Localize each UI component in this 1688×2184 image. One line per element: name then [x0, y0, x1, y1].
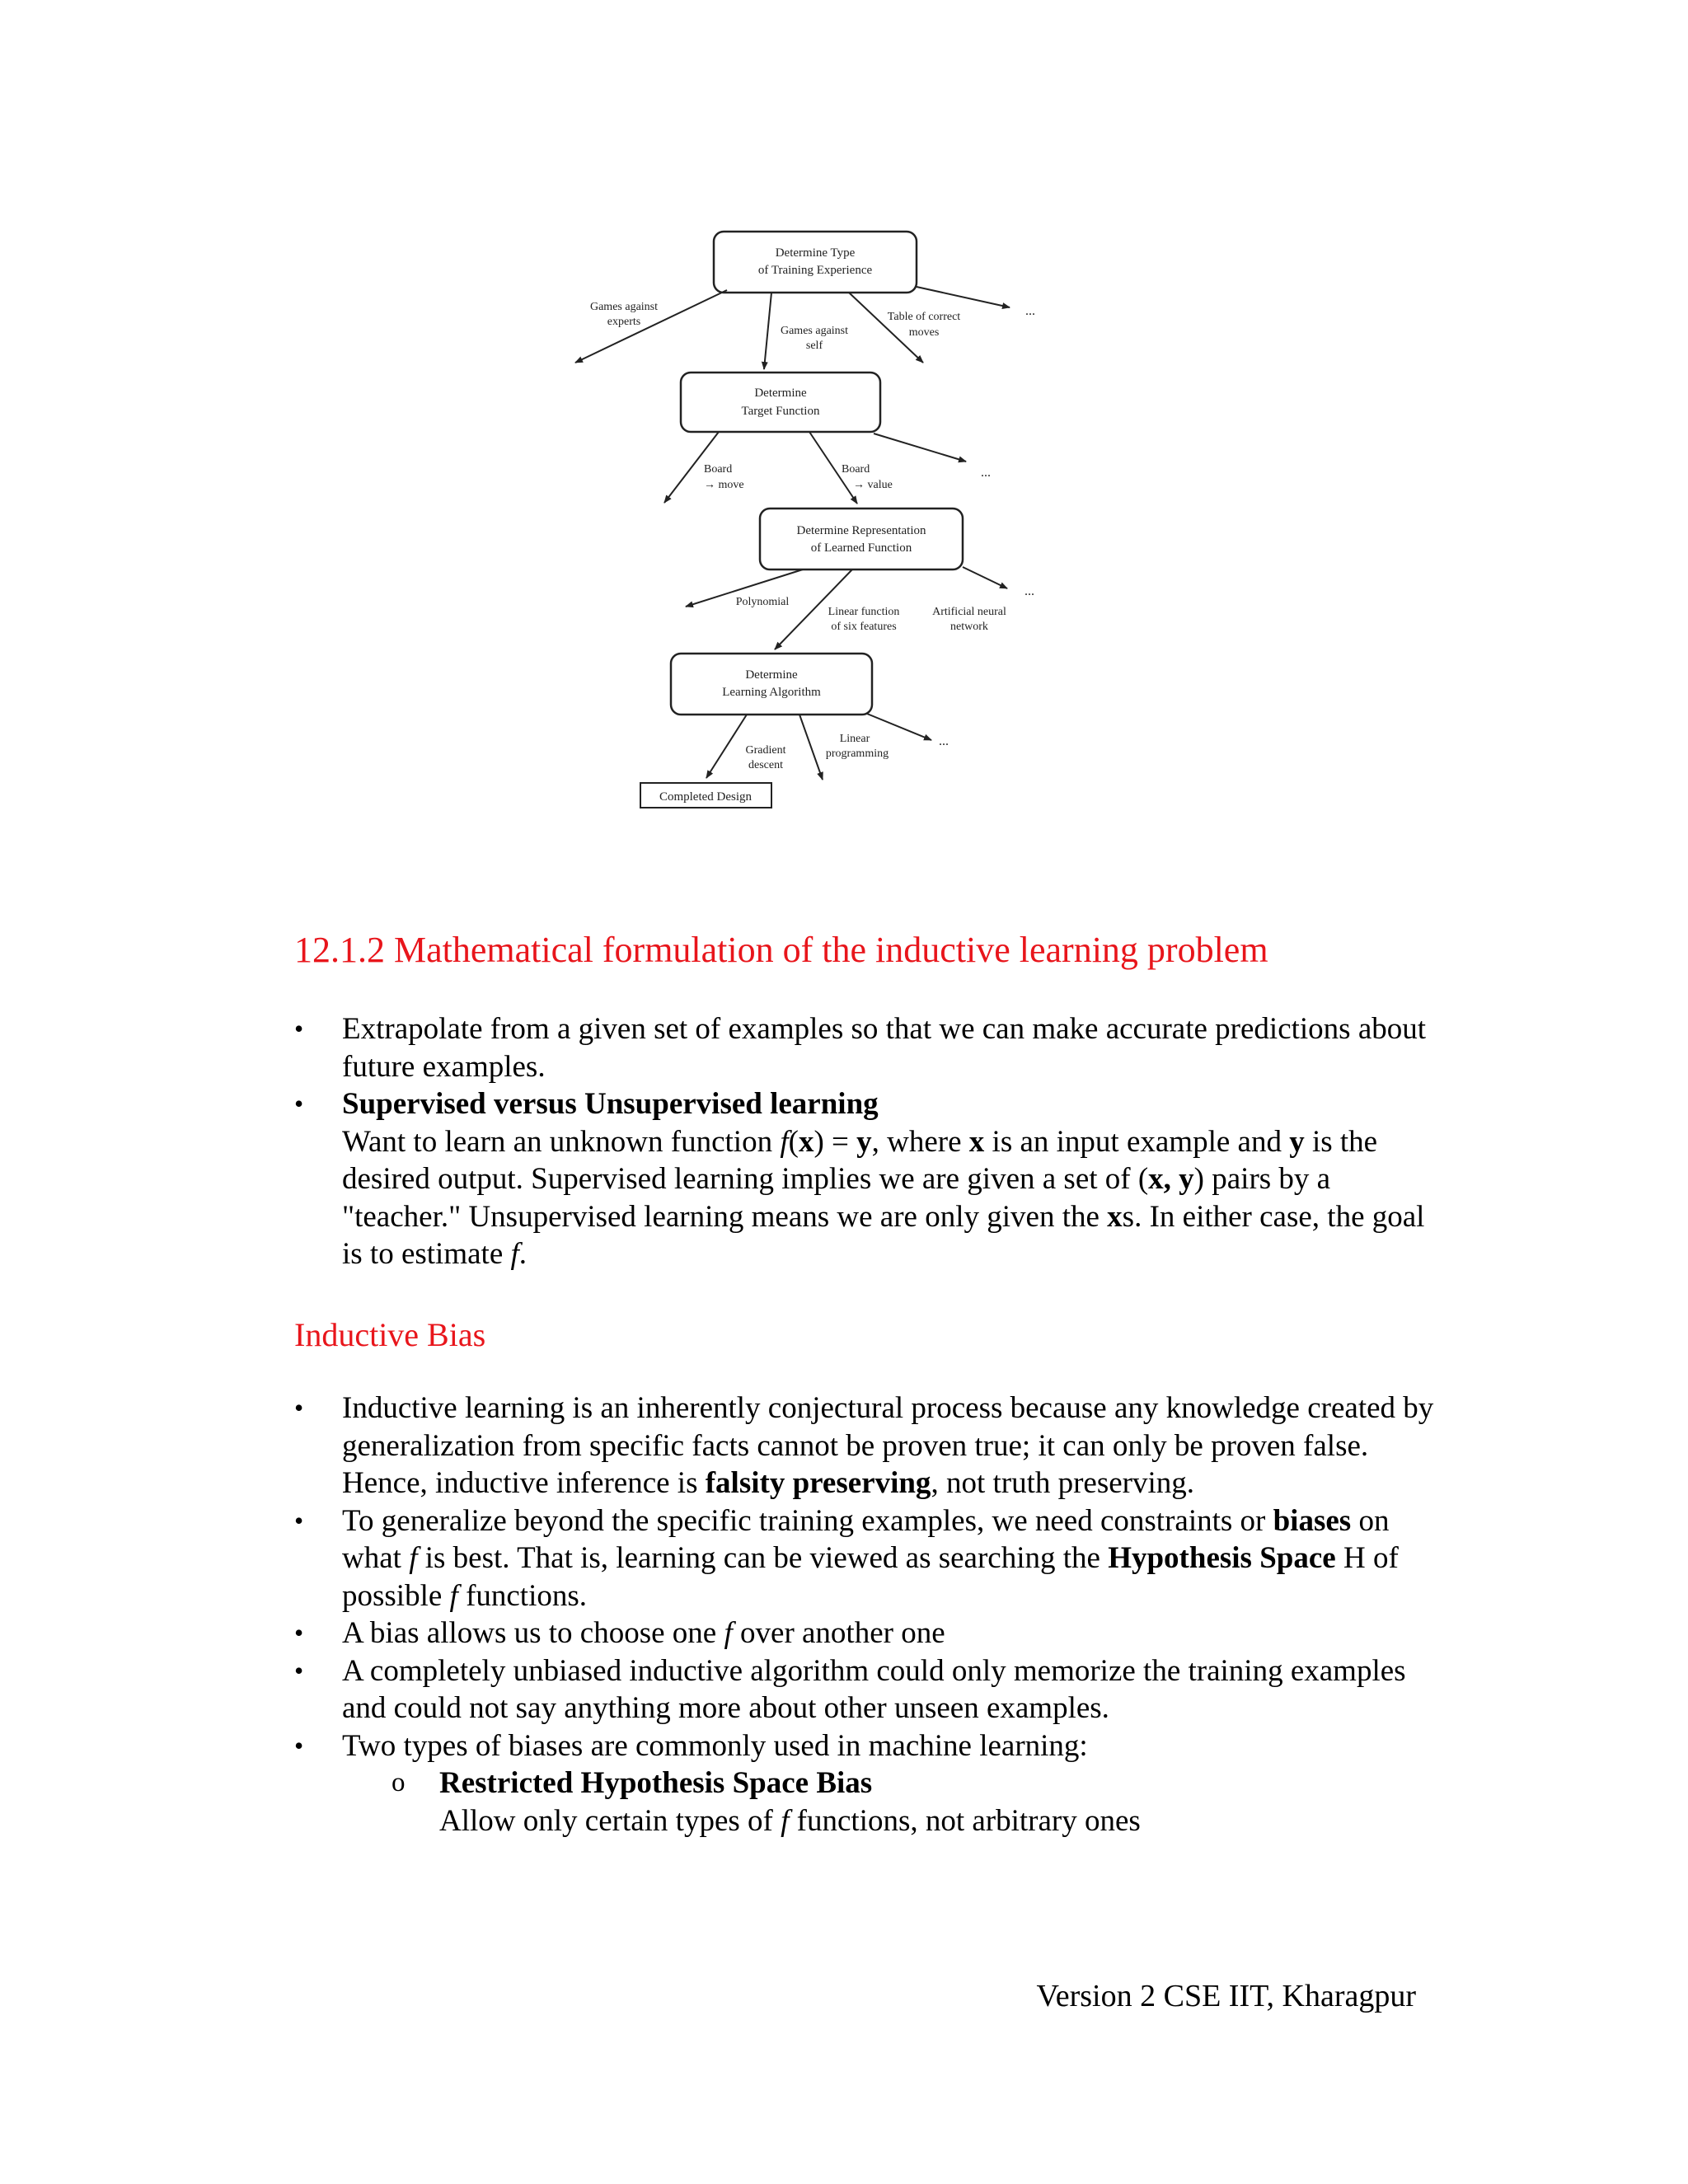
edge-ellipsis-4	[867, 714, 931, 740]
label-gradient-1: Gradient	[745, 744, 786, 757]
label-ellipsis-2: ...	[981, 466, 991, 480]
node-training-experience-line1: Determine Type	[775, 246, 856, 260]
inductive-bias-heading: Inductive Bias	[294, 1316, 486, 1353]
label-ann-2: network	[950, 621, 988, 633]
label-ellipsis-4: ...	[939, 734, 949, 748]
node-target-function	[681, 373, 880, 432]
edge-ellipsis-3	[963, 567, 1007, 588]
node-representation-line2: of Learned Function	[810, 541, 912, 555]
edge-gradient	[706, 715, 747, 778]
subbullet-restricted	[342, 1765, 1448, 1840]
bullet-extrapolate-text: Extrapolate from a given set of examples so that we can make accurate predictions about future examples.	[342, 1012, 1427, 1084]
label-gradient-2: descent	[748, 759, 783, 771]
label-ellipsis-3: ...	[1025, 584, 1034, 598]
node-target-function-line1: Determine	[754, 387, 807, 400]
edge-ellipsis-1	[917, 287, 1010, 307]
node-learning-algorithm-line1: Determine	[745, 668, 798, 682]
label-games-self-1: Games against	[780, 325, 849, 337]
edge-linear-prog	[799, 715, 823, 780]
label-table-moves-1: Table of correct	[887, 311, 961, 323]
label-games-experts-2: experts	[607, 316, 641, 328]
label-board-move-2: → move	[704, 479, 744, 491]
section-heading: 12.1.2 Mathematical formulation of the inductive learning problem	[294, 930, 1268, 970]
bullet-conjectural: • Inductive learning is an inherently conjectural process because any knowledge created by generalization from specific facts cannot be proven true; it can only be proven false. Hence, inductive inference is falsity preserving, not truth preserving.	[294, 1390, 1448, 1502]
subbullet-restricted-text: Allow only certain types of f functions, not arbitrary ones	[439, 1803, 1141, 1838]
bullet-unbiased: • A completely unbiased inductive algorithm could only memorize the training examples and could not say anything more about other unseen examples.	[294, 1652, 1448, 1727]
bullet-two-types: • Two types of biases are commonly used in machine learning: o Restricted Hypothesis Space Bias Allow only certain types of f functions, not arbitrary ones	[294, 1727, 1448, 1840]
design-flow-diagram	[0, 0, 1688, 865]
bullet-supervised	[294, 1085, 1448, 1273]
node-training-experience	[714, 232, 917, 293]
bias-bullet-list	[294, 1390, 1448, 1840]
label-games-self-2: self	[805, 340, 823, 352]
bullet-extrapolate	[294, 1010, 1448, 1085]
label-board-move-1: Board	[704, 463, 733, 476]
node-target-function-line2: Target Function	[741, 405, 820, 418]
label-board-value-2: → value	[853, 479, 893, 491]
bullet-generalize: • To generalize beyond the specific training examples, we need constraints or biases on what f is best. That is, learning can be viewed as searching the Hypothesis Space H of possible f functions.	[294, 1502, 1448, 1615]
formulation-bullet-list	[294, 1010, 1448, 1273]
label-polynomial: Polynomial	[735, 596, 790, 608]
node-training-experience-line2: of Training Experience	[757, 264, 873, 277]
label-linear-six-2: of six features	[831, 621, 897, 633]
label-linear-six-1: Linear function	[828, 606, 900, 618]
node-learning-algorithm-line2: Learning Algorithm	[722, 686, 821, 699]
label-linear-prog-2: programming	[825, 748, 889, 760]
label-ann-1: Artificial neural	[932, 606, 1006, 618]
label-games-experts-1: Games against	[589, 301, 659, 313]
bullet-choose: • A bias allows us to choose one f over another one	[294, 1615, 1448, 1652]
node-representation-line1: Determine Representation	[796, 524, 926, 537]
page-footer: Version 2 CSE IIT, Kharagpur	[1036, 1979, 1416, 2013]
label-board-value-1: Board	[842, 463, 870, 476]
node-completed-design-label: Completed Design	[659, 790, 753, 804]
bullet-supervised-text: Want to learn an unknown function f(x) = y, where x is an input example and y is the desired output. Supervised learning implies we are given a set of (x, y) pairs by a "teacher." Unsupervised learning means we are only given the xs. In either case, the goal is to estimate f.	[342, 1124, 1425, 1271]
edge-ellipsis-2	[874, 434, 966, 462]
label-linear-prog-1: Linear	[839, 733, 870, 745]
bullet-supervised-title: • Supervised versus Unsupervised learning	[342, 1087, 879, 1121]
node-learning-algorithm	[671, 654, 872, 715]
node-representation	[760, 509, 963, 569]
label-table-moves-2: moves	[908, 326, 940, 339]
bias-types-sublist	[342, 1765, 1448, 1840]
node-completed-design	[640, 783, 771, 808]
label-ellipsis-1: ...	[1025, 304, 1035, 318]
edge-games-self	[764, 293, 771, 369]
subbullet-restricted-title: o Restricted Hypothesis Space Bias	[439, 1766, 873, 1800]
